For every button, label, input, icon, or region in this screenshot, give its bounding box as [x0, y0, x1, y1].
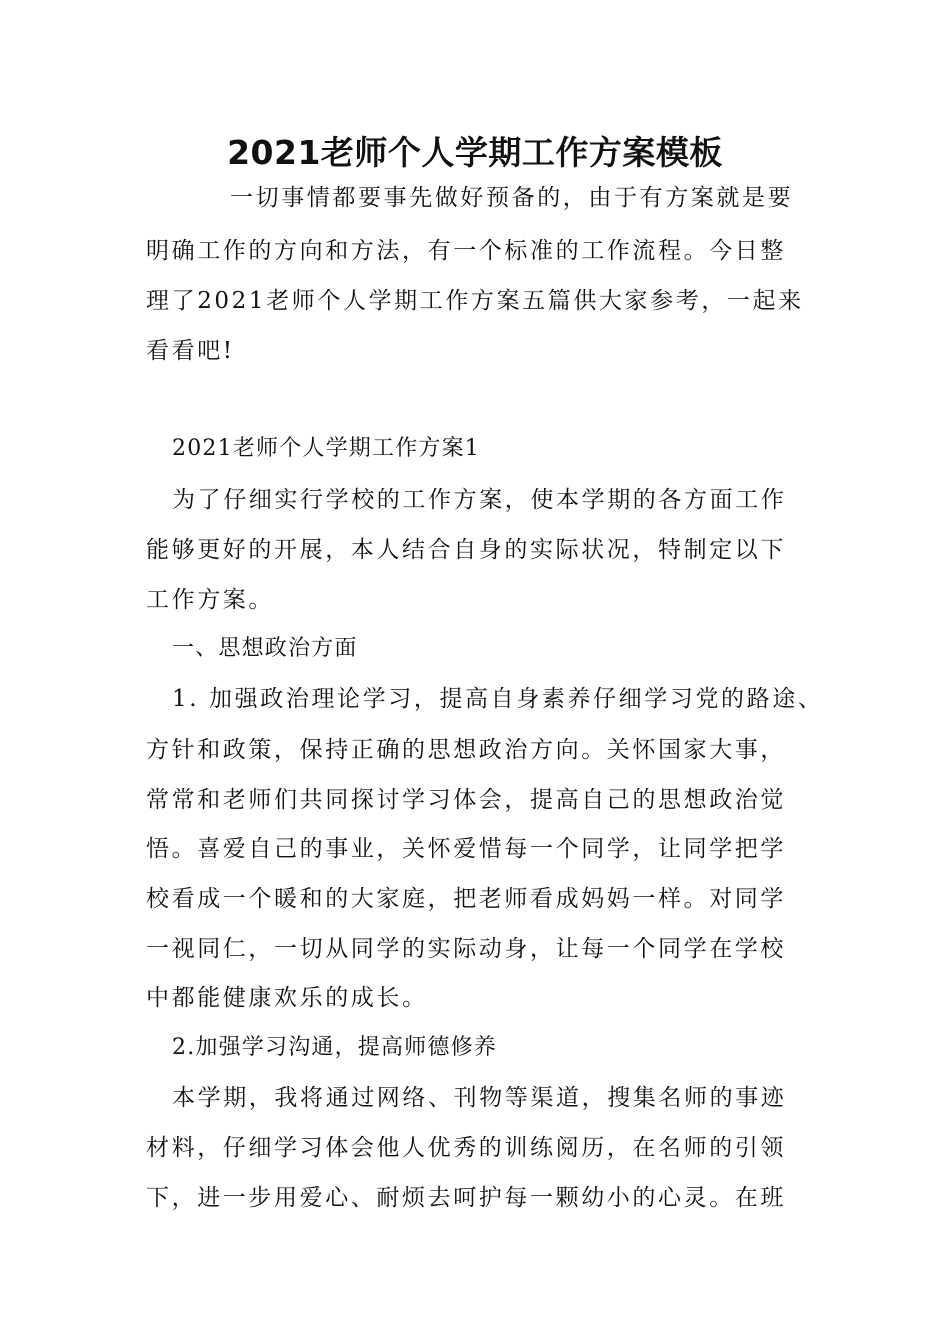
item-1-line-1: 1. 加强政治理论学习，提高自身素养仔细学习党的路途、 — [172, 686, 824, 712]
item-1-line-3: 常常和老师们共同探讨学习体会，提高自己的思想政治觉 — [146, 787, 786, 813]
section-1-intro-line-1: 为了仔细实行学校的工作方案，使本学期的各方面工作 — [172, 487, 787, 513]
intro-line-4: 看看吧! — [146, 338, 235, 364]
item-1-line-4: 悟。喜爱自己的事业，关怀爱惜每一个同学，让同学把学 — [146, 836, 786, 862]
section-1-title: 2021老师个人学期工作方案1 — [172, 436, 480, 461]
item-2-title: 2.加强学习沟通，提高师德修养 — [172, 1035, 497, 1060]
item-1-line-5: 校看成一个暖和的大家庭，把老师看成妈妈一样。对同学 — [146, 886, 786, 912]
heading-political: 一、思想政治方面 — [172, 636, 358, 661]
item-2-line-3: 下，进一步用爱心、耐烦去呵护每一颗幼小的心灵。在班 — [146, 1185, 786, 1211]
item-1-line-7: 中都能健康欢乐的成长。 — [146, 985, 428, 1011]
document-title: 2021老师个人学期工作方案模板 — [227, 133, 723, 172]
intro-line-3: 理了2021老师个人学期工作方案五篇供大家参考，一起来 — [146, 288, 804, 314]
section-1-intro-line-3: 工作方案。 — [146, 587, 274, 613]
item-1-line-2: 方针和政策，保持正确的思想政治方向。关怀国家大事， — [146, 737, 786, 763]
item-2-line-1: 本学期，我将通过网络、刊物等渠道，搜集名师的事迹 — [172, 1085, 787, 1111]
intro-line-2: 明确工作的方向和方法，有一个标准的工作流程。今日整 — [146, 238, 786, 264]
section-1-intro-line-2: 能够更好的开展，本人结合自身的实际状况，特制定以下 — [146, 537, 786, 563]
item-1-line-6: 一视同仁，一切从同学的实际动身，让每一个同学在学校 — [146, 936, 786, 962]
intro-line-1: 一切事情都要事先做好预备的，由于有方案就是要 — [230, 185, 794, 211]
item-2-line-2: 材料，仔细学习体会他人优秀的训练阅历，在名师的引领 — [146, 1135, 786, 1161]
